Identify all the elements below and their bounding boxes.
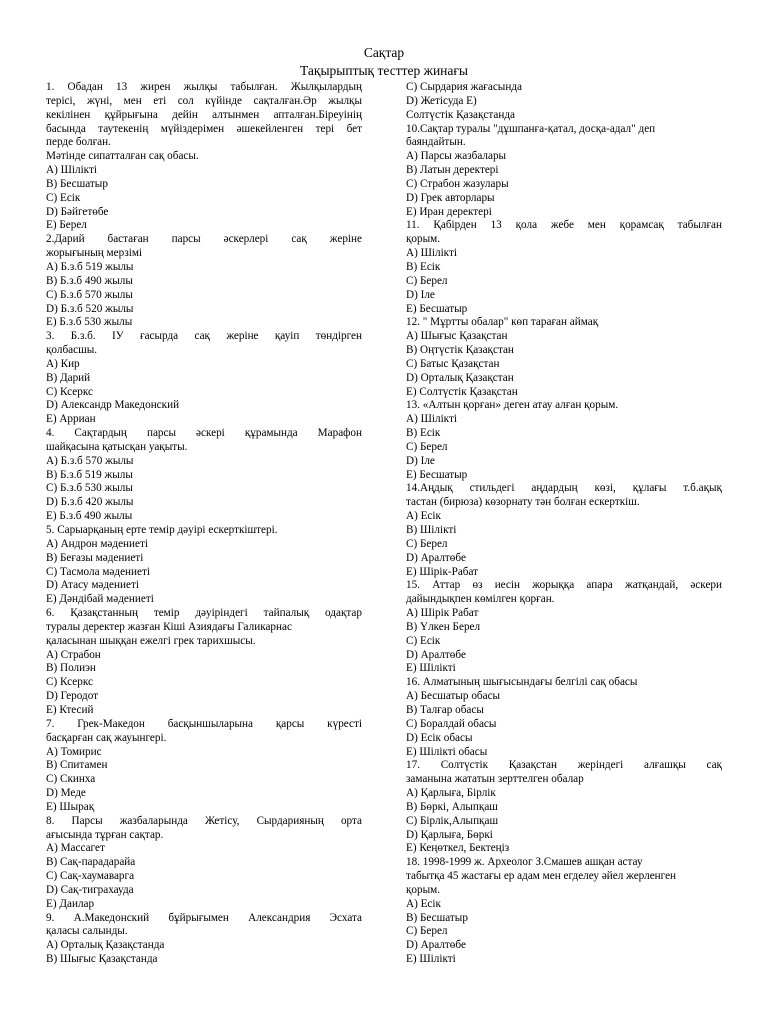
text-line: С) Ксеркс: [46, 676, 93, 689]
text-line: 6. Қазақстанның темір дәуіріндегі тайпалық одақтар: [46, 607, 362, 620]
text-line: туралы деректер жазған Кіші Азиядағы Галикарнас: [46, 620, 292, 633]
text-line: D) Геродот: [46, 690, 99, 703]
text-line: D) Атасу мәдениеті: [46, 579, 139, 592]
text-line: D) Аралтөбе: [406, 551, 466, 564]
text-line: D) Орталық Қазақстан: [406, 371, 514, 384]
text-line: В) Беғазы мәдениеті: [46, 551, 144, 564]
text-line: С) Боралдай обасы: [406, 717, 497, 730]
text-line: перде болған.: [46, 136, 111, 149]
text-line: тастан (бирюза) көзорнату тән болған ескерткіш.: [406, 496, 640, 509]
text-line: жорығының мерзімі: [46, 247, 143, 260]
text-line: С) Ксеркс: [46, 385, 93, 398]
text-line: 3. Б.з.б. ІУ ғасырда сақ жеріне қауіп төндірген: [46, 330, 362, 343]
text-line: А) Шығыс Қазақстан: [406, 330, 508, 343]
text-line: А) Шілікті: [406, 247, 457, 260]
text-line: А) Б.з.б 519 жылы: [46, 260, 134, 273]
text-line: С) Есік: [46, 191, 81, 204]
text-line: шайқасына қатысқан уақыты.: [46, 440, 188, 453]
text-line: С) Берел: [406, 925, 448, 938]
text-line: А) Томирис: [46, 745, 102, 758]
text-line: D) Аралтөбе: [406, 939, 466, 952]
text-line: А) Есік: [406, 897, 441, 910]
text-line: терісі, жүні, мен еті сол күйінде сақталған.Әр жылқы: [46, 94, 362, 107]
text-line: В) Б.з.б 519 жылы: [46, 468, 133, 481]
text-line: В) Талғар обасы: [406, 703, 484, 716]
text-line: Е) Б.з.б 530 жылы: [46, 316, 133, 329]
text-line: С) Есік: [406, 634, 441, 647]
text-line: А) Орталық Қазақстанда: [46, 939, 165, 952]
text-line: В) Латын деректері: [406, 164, 499, 177]
text-line: заманына жататын зерттелген обалар: [406, 773, 584, 786]
text-line: 11. Қабірден 13 қола жебе мен қорамсақ табылған: [406, 219, 722, 232]
text-line: Е) Шілікті: [406, 953, 456, 966]
text-line: В) Полиэн: [46, 662, 96, 675]
text-line: В) Спитамен: [46, 759, 108, 772]
text-line: Е) Кеңөткел, Бектеңіз: [406, 842, 510, 855]
text-line: А) Кир: [46, 357, 80, 370]
text-line: А) Парсы жазбалары: [406, 150, 507, 163]
text-line: ағысында тұрған сақтар.: [46, 828, 164, 841]
text-line: А) Бесшатыр обасы: [406, 690, 501, 703]
text-line: D) Жетісуда Е): [406, 94, 477, 107]
text-line: D) Б.з.б 420 жылы: [46, 496, 134, 509]
text-line: D) Б.з.б 520 жылы: [46, 302, 134, 315]
text-line: 8. Парсы жазбаларында Жетісу, Сырдарияның орта: [46, 814, 362, 827]
text-line: 15. Аттар өз иесін жорыққа апара жатқандай, әскери: [406, 579, 722, 592]
text-line: 2.Дарий бастаған парсы әскерлері сақ жеріне: [46, 233, 362, 246]
text-line: В) Шығыс Қазақстанда: [46, 953, 158, 966]
text-line: А) Андрон мәдениеті: [46, 537, 148, 550]
text-line: Е) Шірік-Рабат: [406, 565, 479, 578]
text-line: С) Скинха: [46, 773, 96, 786]
text-line: D) Аралтөбе: [406, 648, 466, 661]
text-line: В) Сақ-парадарайа: [46, 856, 136, 869]
text-line: Е) Бесшатыр: [406, 302, 468, 315]
text-line: В) Бөркі, Алыпқаш: [406, 800, 498, 813]
text-line: 10.Сақтар туралы "дұшпанға-қатал, досқа-адал" деп: [406, 122, 656, 135]
text-line: С) Батыс Қазақстан: [406, 357, 500, 370]
text-line: D) Есік обасы: [406, 731, 473, 744]
text-line: 14.Аңдық стильдегі аңдардың көзі, құлағы т.б.ақық: [406, 482, 722, 495]
text-line: D) Грек авторлары: [406, 191, 495, 204]
text-line: 12. " Мұртты обалар" көп тараған аймақ: [406, 316, 599, 329]
text-line: қорым.: [406, 883, 441, 896]
text-line: 5. Сарыарқаның ерте темір дәуірі ескерткіштері.: [46, 524, 278, 536]
text-line: қолбасшы.: [46, 344, 98, 357]
text-line: D) Қарлыға, Бөркі: [406, 828, 493, 841]
text-line: С) Берел: [406, 274, 448, 287]
text-line: С) Б.з.б 530 жылы: [46, 482, 133, 495]
right-column: [406, 81, 722, 967]
text-line: В) Шілікті: [406, 524, 457, 536]
text-line: В) Б.з.б 490 жылы: [46, 274, 133, 287]
text-line: С) Сақ-хаумаварга: [46, 870, 135, 883]
text-line: Солтүстік Қазақстанда: [406, 108, 516, 121]
text-line: Е) Шырақ: [46, 800, 95, 813]
text-line: В) Үлкен Берел: [406, 620, 481, 633]
text-line: С) Страбон жазулары: [406, 177, 509, 190]
text-line: 13. «Алтын қорған» деген атау алған қорым.: [406, 399, 619, 412]
text-line: В) Дарий: [46, 371, 91, 384]
text-line: D) Іле: [406, 454, 435, 467]
text-line: А) Қарлыға, Бірлік: [406, 787, 496, 800]
text-line: дайындықпен көмілген қорған.: [406, 593, 555, 606]
text-line: Е) Бесшатыр: [406, 468, 468, 481]
text-line: А) Шірік Рабат: [406, 607, 479, 620]
text-line: 4. Сақтардың парсы әскері құрамында Марафон: [46, 427, 362, 440]
text-line: А) Есік: [406, 510, 441, 523]
text-line: Е) Солтүстік Қазақстан: [406, 385, 518, 398]
text-line: А) Шілікті: [46, 164, 97, 177]
text-line: D) Меде: [46, 787, 86, 800]
text-line: басқарған сақ жауынгері.: [46, 731, 167, 744]
text-line: Е) Иран деректері: [406, 205, 492, 218]
text-line: Е) Дәндібай мәдениеті: [46, 593, 154, 606]
text-line: В) Есік: [406, 260, 441, 273]
text-line: қорым.: [406, 233, 441, 246]
text-line: Мәтінде сипатталған сақ обасы.: [46, 150, 199, 163]
text-line: С) Берел: [406, 537, 448, 550]
text-line: 7. Грек-Македон басқыншыларына қарсы күресті: [46, 717, 362, 730]
text-line: Е) Арриан: [46, 413, 96, 426]
document-subtitle: Тақырыптық тесттер жинағы: [300, 63, 468, 78]
text-line: 9. А.Македонский бұйрығымен Александрия Эсхата: [46, 911, 362, 924]
text-line: D) Іле: [406, 288, 435, 301]
document-title: Сақтар: [363, 45, 405, 60]
text-line: А) Массагет: [46, 842, 105, 855]
text-line: С) Сырдария жағасында: [406, 81, 522, 93]
text-line: Е) Шілікті обасы: [406, 745, 488, 758]
text-line: 18. 1998-1999 ж. Археолог З.Смашев ашқан астау: [406, 856, 643, 869]
text-line: 1. Обадан 13 жирен жылқы табылған. Жылқылардың: [46, 81, 362, 93]
text-line: С) Б.з.б 570 жылы: [46, 288, 133, 301]
text-line: D) Александр Македонский: [46, 399, 180, 412]
text-line: табытқа 45 жастағы ер адам мен егделеу әйел жерленген: [406, 870, 677, 883]
text-line: 17. Солтүстік Қазақстан жеріндегі алғашқы сақ: [406, 759, 722, 772]
text-line: Е) Шілікті: [406, 662, 456, 675]
text-line: А) Страбон: [46, 648, 101, 661]
left-column: [46, 81, 362, 967]
text-line: 16. Алматының шығысындағы белгілі сақ обасы: [406, 676, 638, 689]
text-line: Е) Берел: [46, 219, 87, 232]
text-line: басында таутекенің мүйіздерімен әшекейленген тері бет: [46, 122, 362, 135]
text-line: Е) Даилар: [46, 897, 95, 910]
text-line: Е) Ктесий: [46, 703, 94, 716]
text-line: қаласынан шыққан ежелгі грек тарихшысы.: [46, 634, 256, 647]
text-line: С) Бірлік,Алыпқаш: [406, 814, 499, 827]
text-line: В) Оңтүстік Қазақстан: [406, 344, 514, 357]
text-line: баяндайтын.: [406, 136, 466, 149]
text-line: Е) Б.з.б 490 жылы: [46, 510, 133, 523]
text-line: D) Сақ-тиграхауда: [46, 883, 134, 896]
text-line: қаласы салынды.: [46, 925, 128, 938]
text-line: А) Шілікті: [406, 413, 457, 426]
text-line: В) Есік: [406, 427, 441, 440]
text-line: А) Б.з.б 570 жылы: [46, 454, 134, 467]
text-line: С) Тасмола мәдениеті: [46, 565, 150, 578]
text-line: В) Бесшатыр: [406, 911, 468, 924]
text-line: С) Берел: [406, 440, 448, 453]
text-line: кекілінен құйрығына дейін алтынмен апталған.Біреуінің: [46, 108, 362, 121]
text-line: D) Бәйгетөбе: [46, 205, 109, 218]
text-line: В) Бесшатыр: [46, 177, 108, 190]
